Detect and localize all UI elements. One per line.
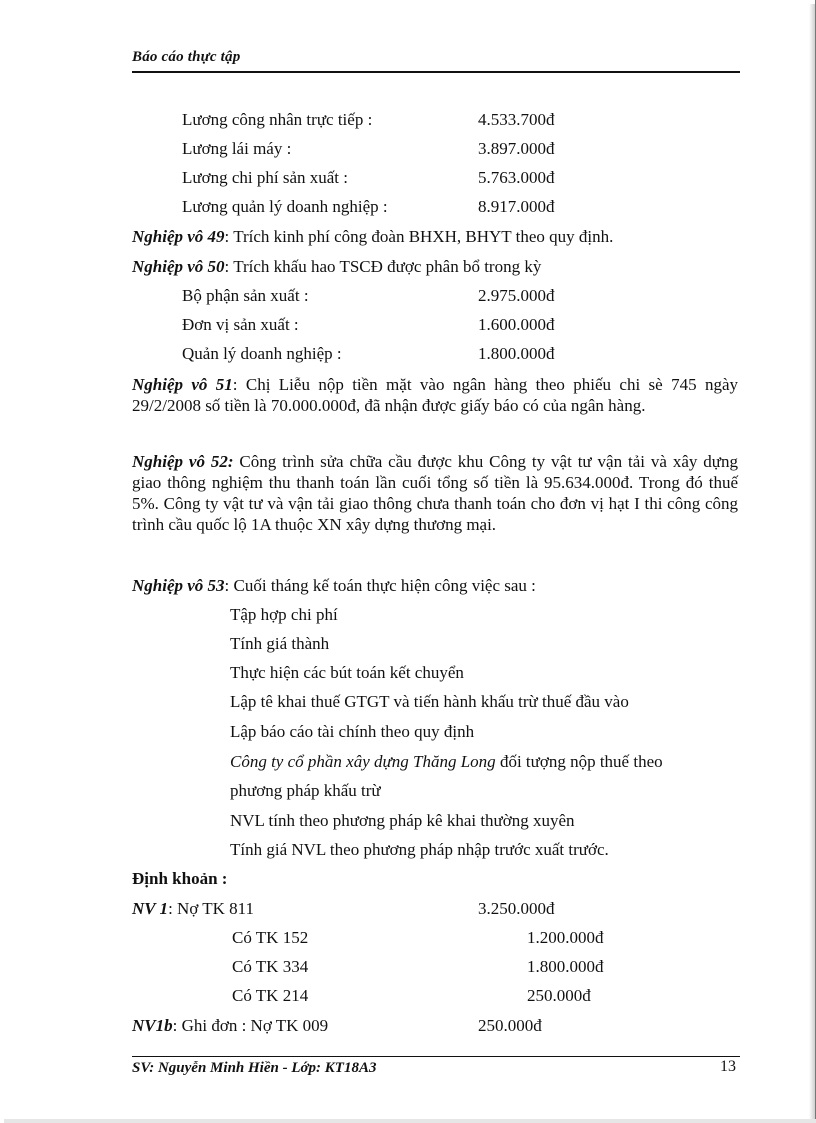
nv1b-line [132,1016,328,1036]
page-number: 13 [720,1058,736,1075]
nv1-value: 3.250.000đ [478,899,555,918]
page-shadow-bottom [4,1119,816,1123]
company-name: Công ty cổ phần xây dựng Thăng Long [230,752,496,771]
credit-label-1: Có TK 152 [232,928,309,947]
salary-value-4: 8.917.000đ [478,197,555,216]
task-3: Thực hiện các bút toán kết chuyển [230,663,464,682]
company-line-2: phương pháp khấu trừ [230,781,381,800]
nv53-text: : Cuối tháng kế toán thực hiện công việc sau : [224,576,536,595]
nv53-label: Nghiệp vô 53 [132,576,225,595]
depr-value-3: 1.800.000đ [478,344,555,363]
nv1-text: : Nợ TK 811 [168,899,255,918]
depr-label-3: Quản lý doanh nghiệp : [182,344,342,363]
salary-label-1: Lương công nhân trực tiếp : [182,110,373,129]
nv49-text: : Trích kinh phí công đoàn BHXH, BHYT theo quy định. [224,227,614,246]
depr-label-2: Đơn vị sản xuất : [182,315,299,334]
header-rule [132,71,740,73]
task-4: Lập tê khai thuế GTGT và tiến hành khấu trừ thuế đầu vào [230,692,629,711]
credit-value-2: 1.800.000đ [527,957,604,976]
nv51-paragraph [132,374,738,416]
nv1b-text: : Ghi đơn : Nợ TK 009 [172,1016,329,1035]
credit-value-1: 1.200.000đ [527,928,604,947]
page-footer: SV: Nguyễn Minh Hiền - Lớp: KT18A3 [132,1060,377,1076]
nv52-label: Nghiệp vô 52: [132,452,234,471]
task-1: Tập hợp chi phí [230,605,338,624]
salary-label-4: Lương quản lý doanh nghiệp : [182,197,388,216]
nv50-label: Nghiệp vô 50 [132,257,225,276]
nv53-line [132,576,536,596]
salary-value-2: 3.897.000đ [478,139,555,158]
nv51-label: Nghiệp vô 51 [132,375,233,394]
footer-rule [132,1056,740,1057]
nv1b-label: NV1b [132,1016,173,1035]
nv51-text: : Chị Liễu nộp tiền mặt vào ngân hàng theo phiếu chi sè 745 ngày 29/2/2008 số tiền là 70.000.000đ, đã nhận được giấy báo có của ngân hàng. [132,375,738,415]
company-line [230,752,663,772]
page-shadow-right [809,4,815,1119]
nv52-text: Công trình sửa chữa cầu được khu Công ty vật tư vận tải và xây dựng giao thông nghiệm thu thanh toán lần cuối tổng số tiền là 95.634.000đ. Trong đó thuế 5%. Công ty vật tư và vận tải giao thông chưa thanh toán cho đơn vị hạt I thi công công trình cầu quốc lộ 1A thuộc XN xây dựng thương mại. [132,452,738,534]
nv49-label: Nghiệp vô 49 [132,227,225,246]
nv1b-value: 250.000đ [478,1016,542,1035]
nv49-line [132,227,613,247]
nv52-paragraph [132,451,738,535]
salary-value-1: 4.533.700đ [478,110,555,129]
task-6: NVL tính theo phương pháp kê khai thường xuyên [230,811,575,830]
task-7: Tính giá NVL theo phương pháp nhập trước xuất trước. [230,840,609,859]
nv50-text: : Trích khấu hao TSCĐ được phân bổ trong kỳ [224,257,542,276]
salary-label-3: Lương chi phí sản xuất : [182,168,348,187]
page-header: Báo cáo thực tập [132,49,241,65]
nv1-label: NV 1 [132,899,169,918]
credit-value-3: 250.000đ [527,986,591,1005]
credit-label-2: Có TK 334 [232,957,309,976]
nv50-line [132,257,541,277]
depr-value-2: 1.600.000đ [478,315,555,334]
depr-label-1: Bộ phận sản xuất : [182,286,309,305]
credit-label-3: Có TK 214 [232,986,309,1005]
depr-value-1: 2.975.000đ [478,286,555,305]
company-line-rest: đối tượng nộp thuế theo [495,752,663,771]
salary-value-3: 5.763.000đ [478,168,555,187]
task-2: Tính giá thành [230,634,330,653]
task-5: Lập báo cáo tài chính theo quy định [230,722,475,741]
salary-label-2: Lương lái máy : [182,139,292,158]
dinh-khoan-heading: Định khoản : [132,869,228,888]
nv1-line [132,899,254,919]
